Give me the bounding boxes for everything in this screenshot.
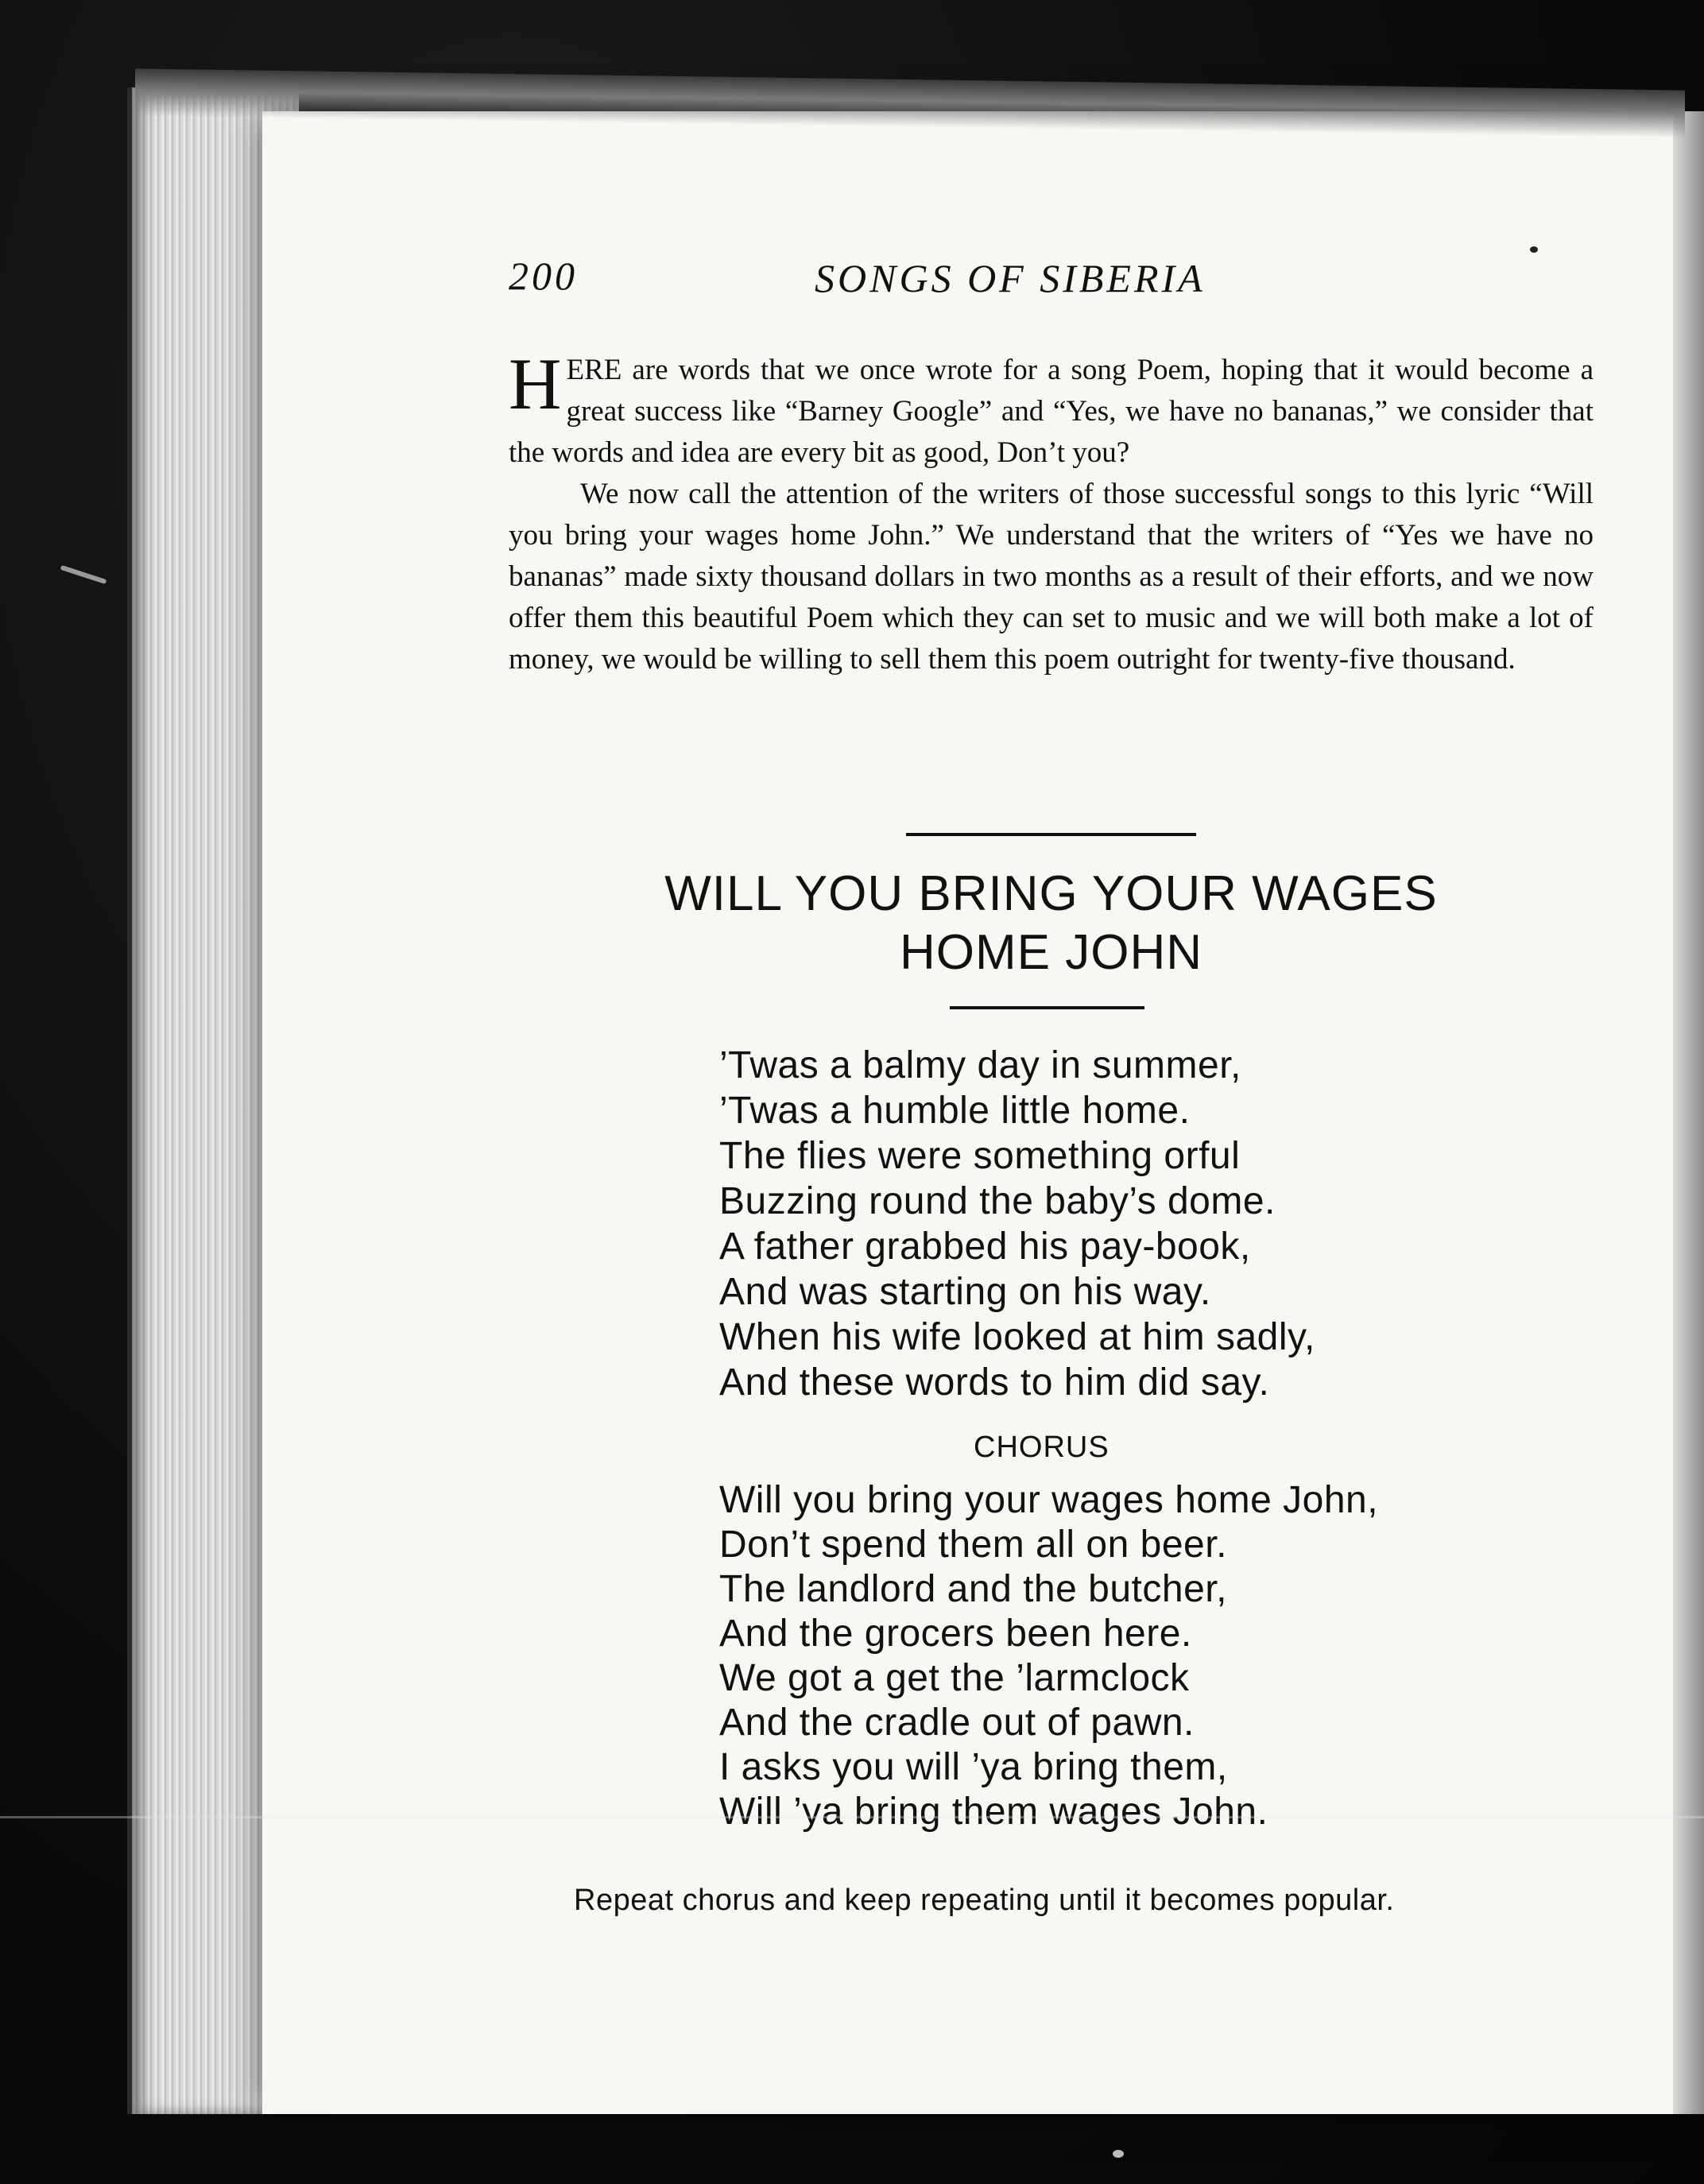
page-number: 200 xyxy=(509,254,578,298)
divider-rule-top xyxy=(906,833,1196,836)
repeat-footnote: Repeat chorus and keep repeating until it becomes popular. xyxy=(574,1884,1395,1917)
verse-line: ’Twas a humble little home. xyxy=(719,1090,1191,1132)
divider-rule-under-title xyxy=(950,1006,1144,1009)
drop-cap: H xyxy=(509,343,562,424)
page-right-edge xyxy=(1673,111,1704,2114)
song-chorus xyxy=(719,1478,1554,1834)
chorus-line: Will you bring your wages home John, xyxy=(719,1479,1379,1521)
verse-line: The flies were something orful xyxy=(719,1135,1241,1177)
song-title-line-2: HOME JOHN xyxy=(900,925,1202,980)
song-verse xyxy=(719,1043,1514,1405)
intro-paragraph-1 xyxy=(509,343,1594,474)
running-title: SONGS OF SIBERIA xyxy=(815,256,1206,300)
song-title xyxy=(509,865,1594,982)
chorus-line: The landlord and the butcher, xyxy=(719,1568,1227,1610)
chorus-line: We got a get the ’larmclock xyxy=(719,1657,1190,1699)
verse-line: When his wife looked at him sadly, xyxy=(719,1316,1315,1358)
chorus-line: And the grocers been here. xyxy=(719,1613,1192,1655)
chorus-label: CHORUS xyxy=(974,1431,1110,1464)
chorus-line: And the cradle out of pawn. xyxy=(719,1702,1195,1744)
verse-line: And these words to him did say. xyxy=(719,1361,1270,1404)
song-title-line-1: WILL YOU BRING YOUR WAGES xyxy=(664,866,1438,921)
chorus-line: Don’t spend them all on beer. xyxy=(719,1524,1227,1566)
chorus-line: I asks you will ’ya bring them, xyxy=(719,1746,1228,1788)
intro-paragraph-1-text: ERE are words that we once wrote for a song Poem, hoping that it would become a great success like “Barney Google” and “Yes, we have no bananas,” we consider that the words and idea are every bit as good, Don’t you? xyxy=(509,354,1594,469)
verse-line: A father grabbed his pay-book, xyxy=(719,1226,1251,1268)
page-header xyxy=(509,253,1303,300)
verse-line: And was starting on his way. xyxy=(719,1271,1211,1313)
chorus-line: Will ’ya bring them wages John. xyxy=(719,1791,1268,1833)
ink-speck xyxy=(1530,246,1538,253)
intro-paragraph-2: We now call the attention of the writers of those successful songs to this lyric “Will you bring your wages home John.” We understand that the writers of “Yes we have no bananas” made sixty thousand dollars in two months as a result of their efforts, and we now offer them this beautiful Poem which they can set to music and we will both make a lot of money, we would be willing to sell them this poem outright for twenty-five thousand. xyxy=(509,478,1594,676)
film-scratch xyxy=(0,1816,1704,1818)
dust-speck xyxy=(1113,2150,1124,2158)
intro-text xyxy=(509,343,1594,680)
verse-line: Buzzing round the baby’s dome. xyxy=(719,1180,1276,1222)
verse-line: ’Twas a balmy day in summer, xyxy=(719,1044,1241,1086)
